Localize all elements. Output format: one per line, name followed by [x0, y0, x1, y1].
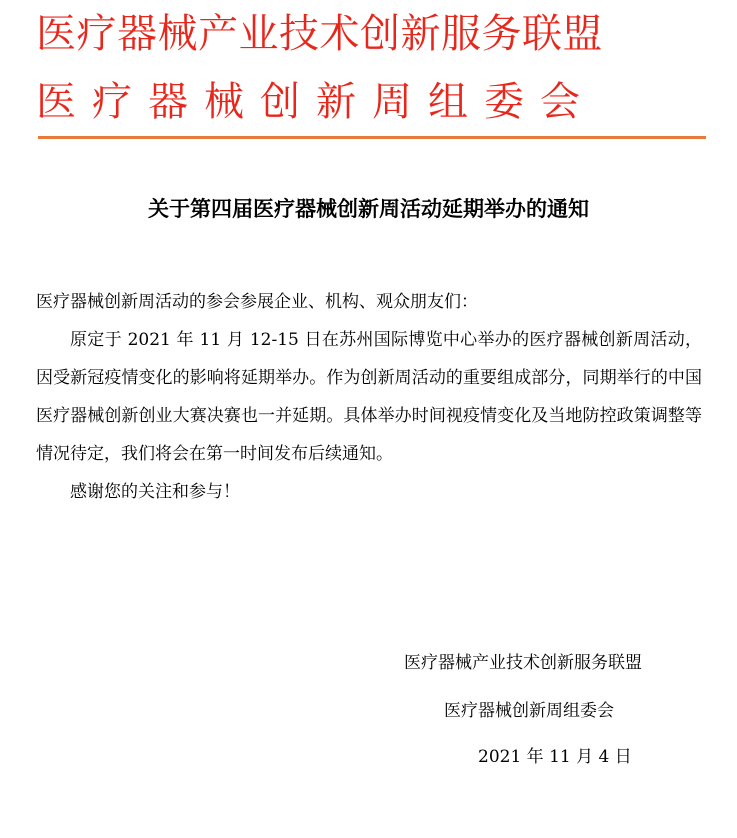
signature-date: 2021 年 11 月 4 日: [478, 747, 632, 767]
notice-body: [36, 283, 702, 511]
letterhead-org-line-1: 医疗器械产业技术创新服务联盟: [36, 11, 603, 57]
salutation: 医疗器械创新周活动的参会参展企业、机构、观众朋友们：: [36, 292, 478, 312]
body-paragraph: 原定于 2021 年 11 月 12-15 日在苏州国际博览中心举办的医疗器械创新周活动，因受新冠疫情变化的影响将延期举办。作为创新周活动的重要组成部分，同期举行的中国医疗器械创新创业大赛决赛也一并延期。具体举办时间视疫情变化及当地防控政策调整等情况待定，我们将会在第一时间发布后续通知。: [36, 330, 702, 464]
letterhead-org-line-2: 医疗器械创新周组委会: [36, 79, 596, 125]
signature-org-2: 医疗器械创新周组委会: [444, 701, 614, 721]
notice-title: 关于第四届医疗器械创新周活动延期举办的通知: [148, 196, 589, 221]
signature-org-1: 医疗器械产业技术创新服务联盟: [404, 653, 642, 673]
closing-line: 感谢您的关注和参与！: [70, 482, 240, 502]
letterhead-divider: [38, 136, 706, 139]
